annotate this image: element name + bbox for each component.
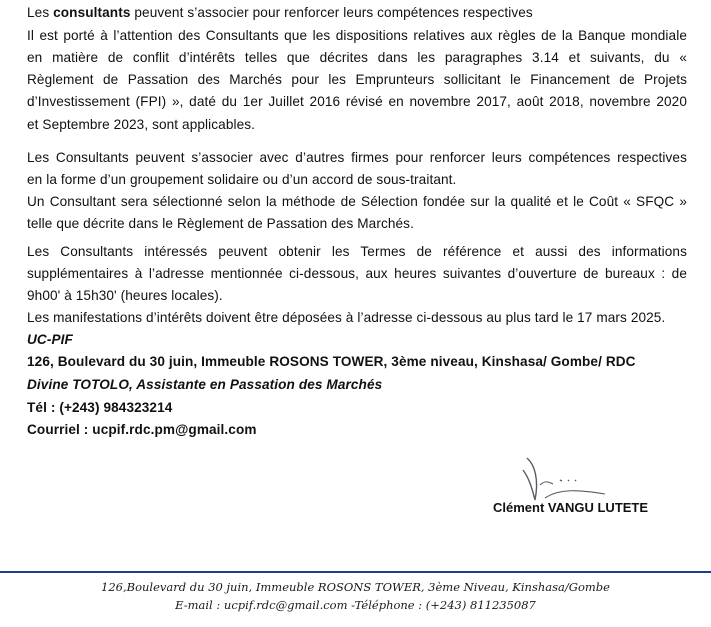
- footer-rule: [0, 571, 711, 573]
- paragraph1-line4: Règlement de Passation des Marchés pour les Emprunteurs sollicitant le Financement de Projets: [27, 72, 687, 87]
- paragraph3-line2: supplémentaires à l’adresse mentionnée ci-dessous, aux heures suivantes d’ouverture de bureaux : de: [27, 266, 687, 281]
- paragraph2-line1: Les Consultants peuvent s’associer avec d’autres firmes pour renforcer leurs compétences respectives: [27, 150, 687, 165]
- text-span: Les: [27, 5, 54, 20]
- paragraph1-line6: et Septembre 2023, sont applicables.: [27, 117, 256, 132]
- paragraph2-line2: en la forme d’un groupement solidaire ou d’un accord de sous-traitant.: [27, 172, 457, 187]
- contact-phone: Tél : (+243) 984323214: [27, 400, 173, 415]
- paragraph3-line3: 9h00' à 15h30' (heures locales).: [27, 288, 223, 303]
- paragraph1-line1: [27, 4, 687, 21]
- footer-contact: E-mail : ucpif.rdc@gmail.com -Téléphone : (+243) 811235087: [175, 598, 536, 612]
- footer-address: 126,Boulevard du 30 juin, Immeuble ROSONS TOWER, 3ème Niveau, Kinshasa/Gombe: [101, 580, 610, 594]
- paragraph3-line4: Les manifestations d’intérêts doivent être déposées à l’adresse ci-dessous au plus tard le 17 mars 2025.: [27, 310, 666, 325]
- signatory-name: Clément VANGU LUTETE: [493, 500, 649, 515]
- text-span: peuvent s’associer pour renforcer leurs compétences respectives: [130, 5, 533, 20]
- contact-email: Courriel : ucpif.rdc.pm@gmail.com: [27, 422, 257, 437]
- paragraph2-line3: Un Consultant sera sélectionné selon la méthode de Sélection fondée sur la qualité et le Coût « SFQC »: [27, 194, 687, 209]
- contact-person: Divine TOTOLO, Assistante en Passation des Marchés: [27, 377, 383, 392]
- paragraph1-line2: Il est porté à l’attention des Consultants que les dispositions relatives aux règles de la Banque mondiale: [27, 28, 687, 43]
- paragraph1-line5: d’Investissement (FPI) », daté du 1er Juillet 2016 révisé en novembre 2017, août 2018, novembre 2020: [27, 94, 687, 109]
- paragraph1-line3: en matière de conflit d’intérêts telles que décrites dans les paragraphes 3.14 et suivants, du «: [27, 50, 687, 65]
- contact-org: UC-PIF: [27, 332, 73, 347]
- consultants-bold-word: consultants: [53, 5, 131, 20]
- contact-address: 126, Boulevard du 30 juin, Immeuble ROSONS TOWER, 3ème niveau, Kinshasa/ Gombe/ RDC: [27, 354, 636, 369]
- paragraph2-line4: telle que décrite dans le Règlement de Passation des Marchés.: [27, 216, 414, 231]
- paragraph3-line1: Les Consultants intéressés peuvent obtenir les Termes de référence et aussi des informations: [27, 244, 687, 259]
